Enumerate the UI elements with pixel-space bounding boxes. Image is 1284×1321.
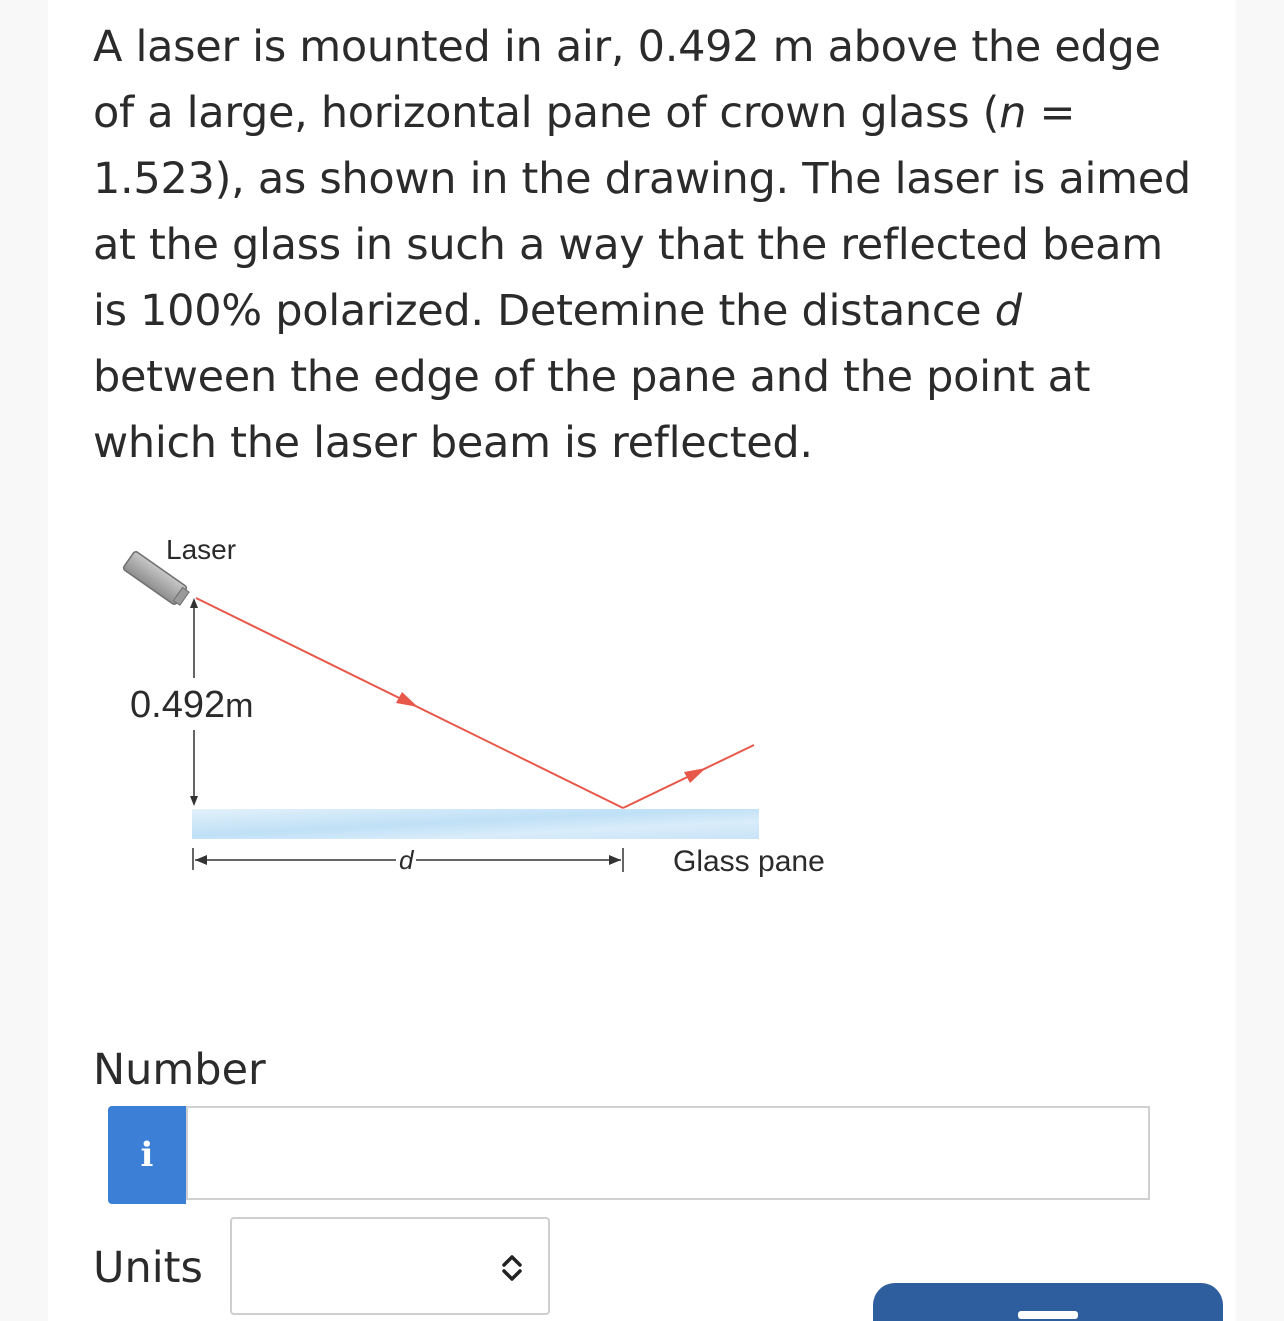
number-label: Number [93, 1045, 266, 1095]
laser-glass-figure [100, 520, 900, 920]
distance-label: d [399, 845, 414, 875]
question-part-3: between the edge of the pane and the point at which the laser beam is reflected. [93, 352, 1091, 468]
number-input-row [108, 1106, 1154, 1204]
number-input[interactable] [186, 1106, 1150, 1200]
submit-button[interactable] [873, 1283, 1223, 1321]
height-value: 0.492 [130, 684, 226, 726]
incident-beam-arrow [396, 692, 418, 707]
select-chevrons-icon [498, 1253, 526, 1283]
distance-symbol: d [994, 286, 1022, 336]
height-arrow-down [190, 796, 198, 806]
question-part-1: A laser is mounted in air, 0.492 m above the edge of a large, horizontal pane of crown glass ( [93, 22, 1161, 138]
question-part-2: = 1.523), as shown in the drawing. The laser is aimed at the glass in such a way that the reflected beam is 100% polarized. Detemine the distance [93, 88, 1191, 336]
distance-arrow-right [609, 855, 621, 865]
question-text [93, 14, 1203, 476]
units-label: Units [93, 1243, 203, 1293]
units-select[interactable] [230, 1217, 550, 1315]
height-label [130, 684, 253, 726]
height-unit: m [225, 687, 254, 725]
reflected-beam-arrow [684, 768, 706, 783]
glass-pane-label: Glass pane [673, 845, 825, 878]
button-content-icon [1018, 1311, 1078, 1319]
left-margin-strip [0, 0, 48, 1321]
info-icon[interactable]: i [108, 1106, 186, 1204]
distance-arrow-left [195, 855, 207, 865]
glass-pane [192, 809, 759, 839]
laser-label: Laser [166, 534, 237, 565]
refractive-index-symbol: n [999, 88, 1027, 138]
right-margin-strip [1236, 0, 1284, 1321]
